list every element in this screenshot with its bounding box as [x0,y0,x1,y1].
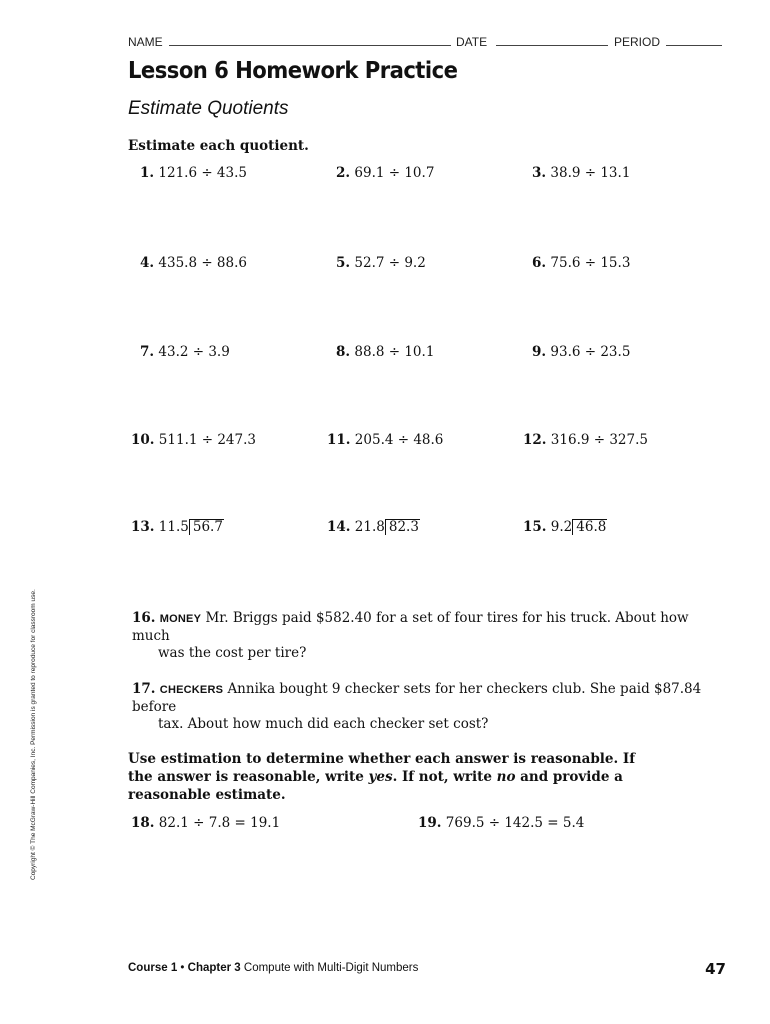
problem-number: 17. [132,681,156,697]
date-field [456,34,608,49]
instruction-yes: yes [368,769,393,785]
problem-text-line1: Annika bought 9 checker sets for her checkers club. She paid $87.84 before [132,681,702,715]
problem-number: 11. [327,432,351,448]
problem-number: 12. [523,432,547,448]
problem-expression: 88.8 ÷ 10.1 [354,344,435,360]
problem-11 [327,432,443,448]
instruction-no: no [496,769,516,785]
problem-number: 19. [418,815,442,831]
problem-10 [131,432,256,448]
problem-expression: 435.8 ÷ 88.6 [158,255,247,271]
problem-1 [140,165,247,181]
footer-chapter: Chapter 3 [187,962,241,974]
page-number: 47 [705,960,726,978]
problem-13 [131,519,224,535]
problem-expression: 75.6 ÷ 15.3 [550,255,631,271]
divisor: 11.5 [158,519,189,535]
instruction-part2: . If not, write [392,769,497,785]
problem-expression: 38.9 ÷ 13.1 [550,165,631,181]
period-line [666,34,722,46]
problem-number: 16. [132,610,156,626]
dividend: 82.3 [385,519,420,535]
problem-expression: 52.7 ÷ 9.2 [354,255,426,271]
page-title: Lesson 6 Homework Practice [128,58,458,84]
copyright-notice: Copyright © The McGraw-Hill Companies, Inc. Permission is granted to reproduce for classroom use. [30,589,37,880]
problem-9 [532,344,630,360]
date-label: DATE [456,35,488,49]
footer-course: Course 1 [128,962,178,974]
name-line [169,34,451,46]
problem-expression: 69.1 ÷ 10.7 [354,165,435,181]
period-field [614,34,722,49]
problem-expression: 769.5 ÷ 142.5 = 5.4 [445,815,585,831]
instruction-part3: and provide a reasonable estimate. [128,769,623,803]
problem-7 [140,344,230,360]
problem-number: 4. [140,255,155,271]
problem-number: 10. [131,432,155,448]
dividend: 46.8 [572,519,607,535]
problem-number: 7. [140,344,155,360]
problem-3 [532,165,630,181]
problem-8 [336,344,434,360]
period-label: PERIOD [614,35,661,49]
problem-2 [336,165,434,181]
problem-5 [336,255,426,271]
divisor: 9.2 [550,519,573,535]
problem-keyword: CHECKERS [159,684,224,696]
problem-number: 3. [532,165,547,181]
dividend: 56.7 [189,519,224,535]
problem-keyword: MONEY [159,613,202,625]
problem-19 [418,815,584,831]
problem-number: 15. [523,519,547,535]
problem-expression: 205.4 ÷ 48.6 [354,432,444,448]
problem-text-line1: Mr. Briggs paid $582.40 for a set of four tires for his truck. About how much [132,610,689,644]
problem-number: 5. [336,255,351,271]
instruction: Estimate each quotient. [128,138,309,154]
problem-expression: 511.1 ÷ 247.3 [158,432,256,448]
problem-14 [327,519,420,535]
name-label: NAME [128,35,163,49]
problem-number: 8. [336,344,351,360]
problem-15 [523,519,607,535]
problem-number: 2. [336,165,351,181]
problem-number: 18. [131,815,155,831]
date-line [496,34,608,46]
problem-text-line2: was the cost per tire? [158,645,307,661]
divisor: 21.8 [354,519,385,535]
problem-number: 1. [140,165,155,181]
problem-expression: 316.9 ÷ 327.5 [550,432,648,448]
problem-number: 6. [532,255,547,271]
footer-chapter-title: Compute with Multi-Digit Numbers [243,962,419,974]
problem-12 [523,432,648,448]
reasonable-instruction [128,750,648,804]
problem-6 [532,255,630,271]
word-problem-17 [132,681,722,733]
instruction-part1: Use estimation to determine whether each answer is reasonable. If the answer is reasonable, write [128,751,636,785]
problem-number: 13. [131,519,155,535]
problem-number: 14. [327,519,351,535]
problem-18 [131,815,280,831]
word-problem-16 [132,610,722,662]
problem-expression: 82.1 ÷ 7.8 = 19.1 [158,815,281,831]
name-field [128,34,451,49]
footer-bullet: • [180,962,185,974]
problem-number: 9. [532,344,547,360]
problem-text-line2: tax. About how much did each checker set cost? [158,716,489,732]
problem-expression: 121.6 ÷ 43.5 [158,165,247,181]
problem-expression: 43.2 ÷ 3.9 [158,344,230,360]
footer [128,962,418,974]
problem-4 [140,255,247,271]
page-subtitle: Estimate Quotients [128,98,289,119]
problem-expression: 93.6 ÷ 23.5 [550,344,631,360]
